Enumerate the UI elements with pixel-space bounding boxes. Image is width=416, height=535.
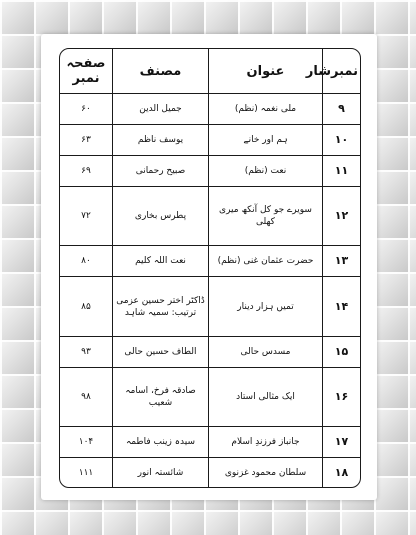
table-row [60, 187, 360, 247]
author-cell: پطرس بخاری [112, 187, 208, 247]
title-cell: جانباز فرزندِ اسلام [208, 427, 322, 458]
page-cell: ۹۳ [60, 337, 112, 368]
page-card [41, 34, 377, 500]
contents-table [59, 48, 361, 488]
table-row [60, 156, 360, 187]
author-line-2: ترتیب: سمیہ شاہد [124, 307, 197, 318]
author-cell: سیدہ زینب فاطمہ [112, 427, 208, 458]
page-cell: ۱۱۱ [78, 467, 94, 478]
page-cell: ۶۰ [60, 94, 112, 125]
table-row [60, 368, 360, 428]
author-cell: یوسف ناظم [112, 125, 208, 156]
page-cell: ۸۰ [60, 246, 112, 277]
title-cell: حضرت عثمان غنی (نظم) [208, 246, 322, 277]
page-cell: ۶۹ [60, 156, 112, 187]
serial-cell: ۱۶ [322, 368, 360, 428]
author-cell: نعت اللہ کلیم [112, 246, 208, 277]
title-cell: ہم اور خانے [208, 125, 322, 156]
serial-cell: ۱۷ [322, 427, 360, 458]
header-title: عنوان [208, 49, 322, 94]
table-row [60, 94, 360, 125]
title-cell: سلطان محمود غزنوی [208, 458, 322, 487]
page-cell: ۹۸ [60, 368, 112, 428]
header-author: مصنف [112, 49, 208, 94]
table-row [60, 246, 360, 277]
serial-cell: ۱۵ [322, 337, 360, 368]
header-serial: نمبرشار [322, 49, 360, 94]
page-cell: ۱۰۴ [60, 427, 112, 458]
table-row [60, 458, 360, 487]
table-row [60, 277, 360, 337]
author-cell: الطاف حسین حالی [112, 337, 208, 368]
title-cell: مسدس حالی [208, 337, 322, 368]
serial-cell: ۱۴ [322, 277, 360, 337]
page-cell: ۸۵ [60, 277, 112, 337]
page-cell: ۷۲ [60, 187, 112, 247]
author-cell: شائستہ انور [112, 458, 208, 487]
author-cell [112, 277, 208, 337]
serial-cell: ۱۱ [322, 156, 360, 187]
serial-cell: ۱۸ [322, 458, 360, 487]
serial-cell: ۱۰ [322, 125, 360, 156]
serial-cell: ۹ [322, 94, 360, 125]
header-row [60, 49, 360, 94]
author-cell: جمیل الدین [112, 94, 208, 125]
author-cell: صبیح رحمانی [112, 156, 208, 187]
title-cell: سویرے جو کل آنکھ میری کھلی [208, 187, 322, 247]
title-cell: ملی نغمہ (نظم) [208, 94, 322, 125]
page-cell: ۶۳ [60, 125, 112, 156]
table-row [60, 337, 360, 368]
serial-cell: ۱۳ [322, 246, 360, 277]
title-cell: نعت (نظم) [208, 156, 322, 187]
table-row [60, 427, 360, 458]
author-line-1: ڈاکٹر اختر حسین عزمی [116, 295, 205, 306]
serial-cell: ۱۲ [322, 187, 360, 247]
author-cell: صادقہ فرخ، اسامہ شعیب [112, 368, 208, 428]
header-page: صفحہ نمبر [60, 49, 112, 94]
title-cell: ایک مثالی استاد [208, 368, 322, 428]
table-row [60, 125, 360, 156]
title-cell: تمیں ہزار دینار [208, 277, 322, 337]
